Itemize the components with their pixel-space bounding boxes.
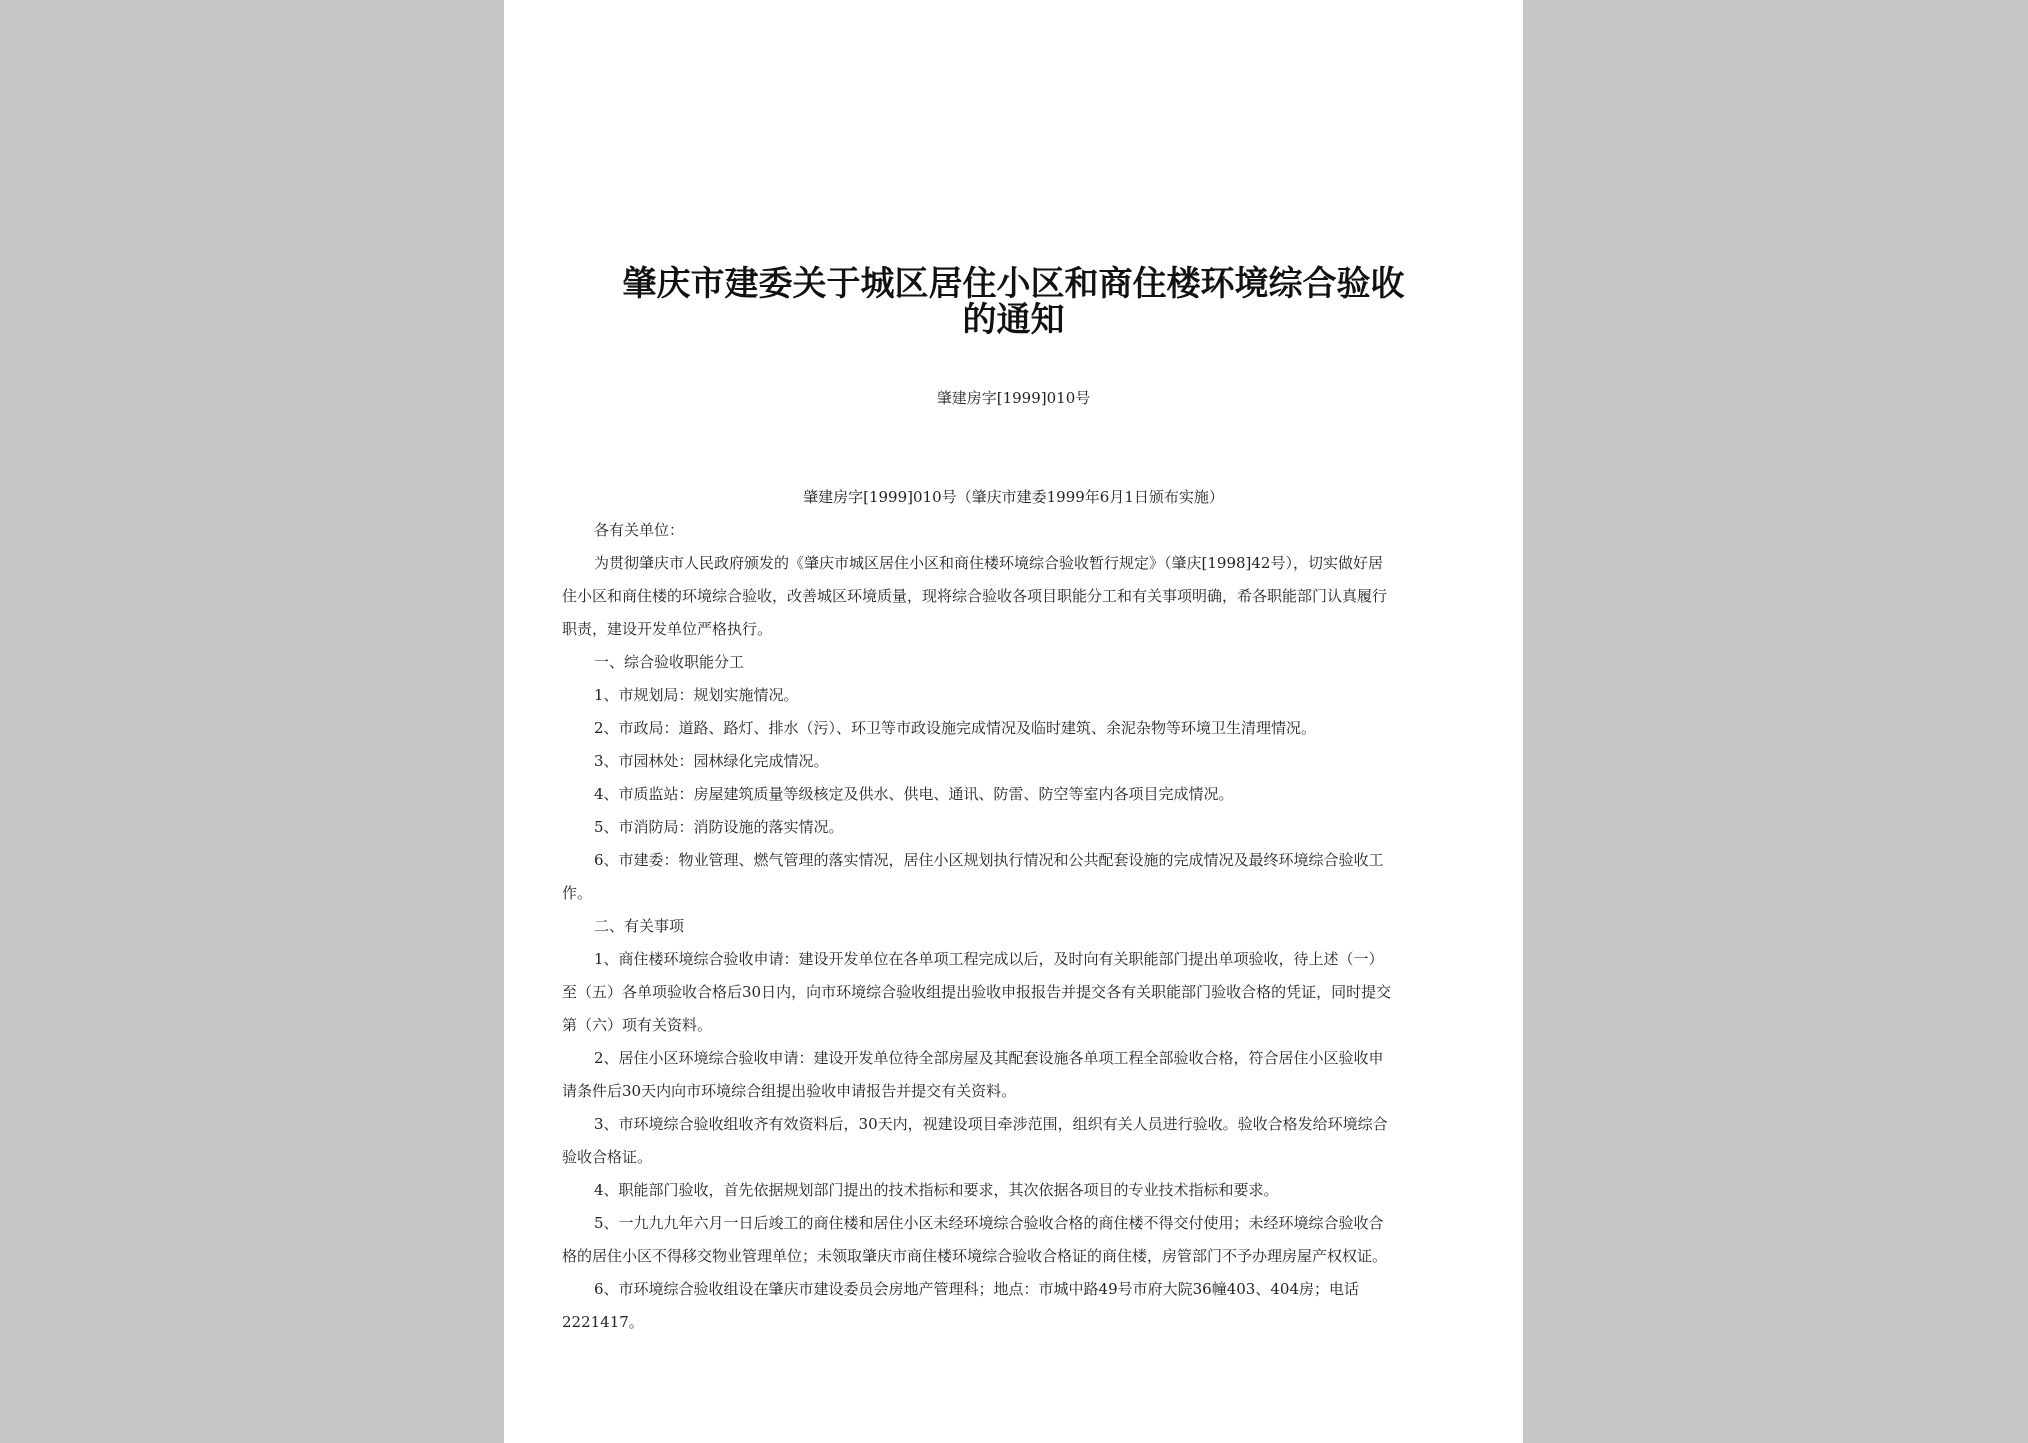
body-line: 6、市建委：物业管理、燃气管理的落实情况，居住小区规划执行情况和公共配套设施的完成情况及最终环境综合验收工 <box>594 851 1384 869</box>
body-line: 1、商住楼环境综合验收申请：建设开发单位在各单项工程完成以后，及时向有关职能部门提出单项验收，待上述（一） <box>594 950 1384 968</box>
body-line: 5、市消防局：消防设施的落实情况。 <box>594 818 844 836</box>
body-line: 请条件后30天内向市环境综合组提出验收申请报告并提交有关资料。 <box>562 1082 1017 1100</box>
body-line: 至（五）各单项验收合格后30日内，向市环境综合验收组提出验收申报报告并提交各有关职能部门验收合格的凭证，同时提交 <box>562 983 1392 1001</box>
body-line: 2、居住小区环境综合验收申请：建设开发单位待全部房屋及其配套设施各单项工程全部验收合格，符合居住小区验收申 <box>594 1049 1384 1067</box>
document-title-line-2: 的通知 <box>962 300 1065 340</box>
body-line: 3、市园林处：园林绿化完成情况。 <box>594 752 829 770</box>
body-line: 第（六）项有关资料。 <box>562 1016 713 1034</box>
body-line: 3、市环境综合验收组收齐有效资料后，30天内，视建设项目牵涉范围，组织有关人员进行验收。验收合格发给环境综合 <box>594 1115 1388 1133</box>
body-line: 住小区和商住楼的环境综合验收，改善城区环境质量，现将综合验收各项目职能分工和有关事项明确，希各职能部门认真履行 <box>562 587 1388 605</box>
body-line: 4、职能部门验收，首先依据规划部门提出的技术指标和要求，其次依据各项目的专业技术指标和要求。 <box>594 1181 1279 1199</box>
body-line: 5、一九九九年六月一日后竣工的商住楼和居住小区未经环境综合验收合格的商住楼不得交付使用；未经环境综合验收合 <box>594 1214 1384 1232</box>
body-line: 为贯彻肇庆市人民政府颁发的《肇庆市城区居住小区和商住楼环境综合验收暂行规定》（肇庆[1998]42号），切实做好居 <box>594 554 1383 572</box>
body-line: 1、市规划局：规划实施情况。 <box>594 686 799 704</box>
body-line: 作。 <box>562 884 593 902</box>
issue-statement: 肇建房字[1999]010号（肇庆市建委1999年6月1日颁布实施） <box>803 488 1224 506</box>
body-line: 验收合格证。 <box>562 1148 653 1166</box>
document-title-line-1: 肇庆市建委关于城区居住小区和商住楼环境综合验收 <box>622 264 1405 304</box>
body-line: 职责，建设开发单位严格执行。 <box>562 620 773 638</box>
body-line: 2221417。 <box>562 1313 644 1331</box>
section-heading: 一、综合验收职能分工 <box>594 653 745 671</box>
document-number: 肇建房字[1999]010号 <box>936 389 1091 407</box>
body-line: 格的居住小区不得移交物业管理单位；未领取肇庆市商住楼环境综合验收合格证的商住楼，房管部门不予办理房屋产权权证。 <box>562 1247 1388 1265</box>
section-heading: 二、有关事项 <box>594 917 685 935</box>
body-line: 4、市质监站：房屋建筑质量等级核定及供水、供电、通讯、防雷、防空等室内各项目完成情况。 <box>594 785 1234 803</box>
document-page <box>504 0 1523 1443</box>
body-line: 6、市环境综合验收组设在肇庆市建设委员会房地产管理科；地点：市城中路49号市府大院36幢403、404房；电话 <box>594 1280 1359 1298</box>
body-line: 2、市政局：道路、路灯、排水（污）、环卫等市政设施完成情况及临时建筑、余泥杂物等环境卫生清理情况。 <box>594 719 1317 737</box>
salutation: 各有关单位： <box>594 521 685 539</box>
